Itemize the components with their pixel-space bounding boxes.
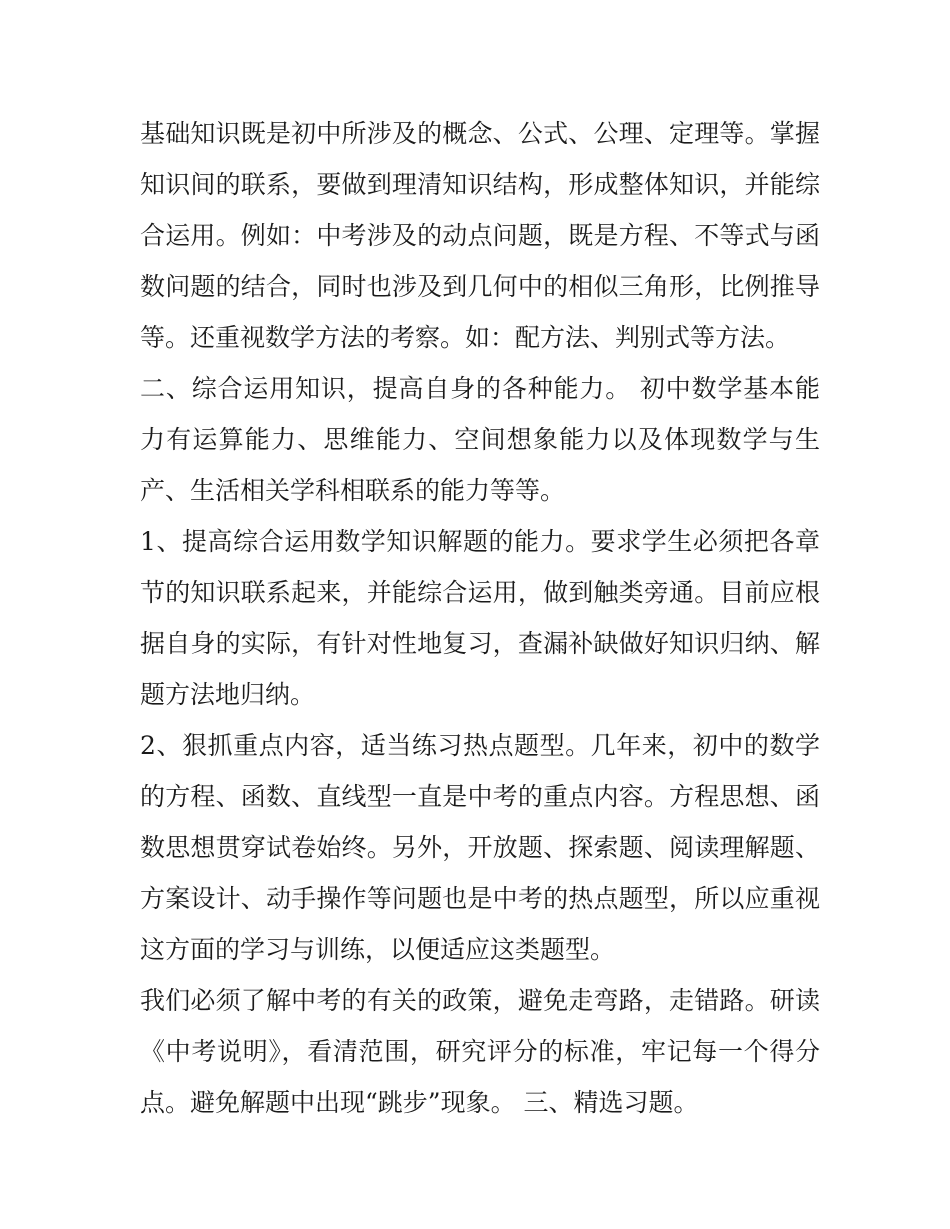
document-body — [140, 108, 820, 1128]
paragraph-item-two: 2、狠抓重点内容，适当练习热点题型。几年来，初中的数学的方程、函数、直线型一直是中考的重点内容。方程思想、函数思想贯穿试卷始终。另外，开放题、探索题、阅读理解题、方案设计、动手操作等问题也是中考的热点题型，所以应重视这方面的学习与训练，以便适应这类题型。 — [140, 731, 820, 964]
paragraph-item-one: 1、提高综合运用数学知识解题的能力。要求学生必须把各章节的知识联系起来，并能综合运用，做到触类旁通。目前应根据自身的实际，有针对性地复习，查漏补缺做好知识归纳、解题方法地归纳。 — [140, 527, 820, 709]
paragraph-exam-policy: 我们必须了解中考的有关的政策，避免走弯路，走错路。研读《中考说明》，看清范围，研究评分的标准，牢记每一个得分点。避免解题中出现“跳步”现象。 三、精选习题。 — [140, 986, 820, 1117]
paragraph-section-two-heading: 二、综合运用知识，提高自身的各种能力。 初中数学基本能力有运算能力、思维能力、空间想象能力以及体现数学与生产、生活相关学科相联系的能力等等。 — [140, 374, 820, 505]
paragraph-basic-knowledge: 基础知识既是初中所涉及的概念、公式、公理、定理等。掌握知识间的联系，要做到理清知识结构，形成整体知识，并能综合运用。例如：中考涉及的动点问题，既是方程、不等式与函数问题的结合，同时也涉及到几何中的相似三角形，比例推导等。还重视数学方法的考察。如：配方法、判别式等方法。 — [140, 119, 820, 352]
